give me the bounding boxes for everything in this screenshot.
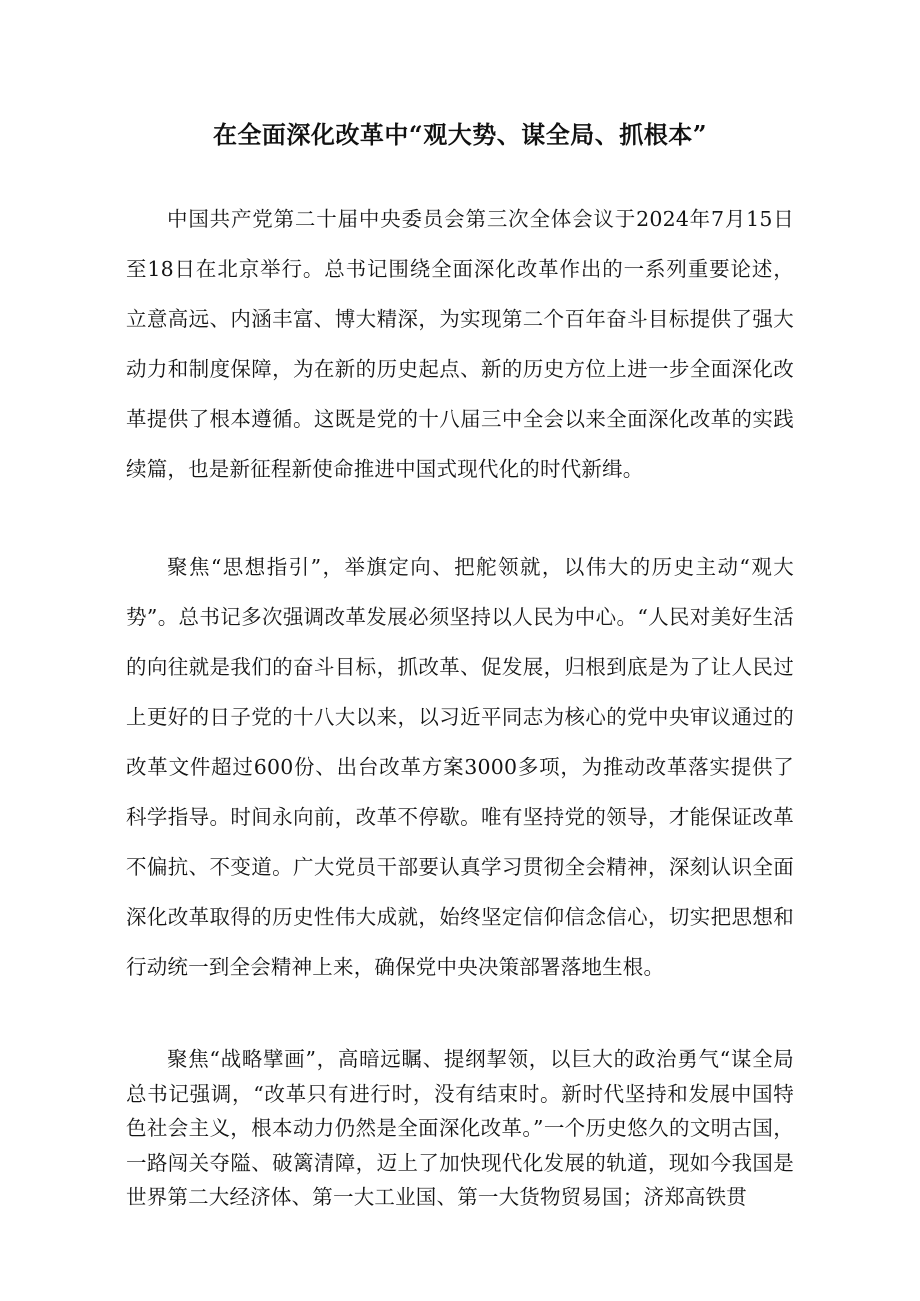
paragraph-spacer-2	[126, 992, 794, 1042]
title-spacer	[126, 150, 794, 194]
page-title: 在全面深化改革中“观大势、谋全局、抓根本”	[212, 120, 708, 149]
paragraph-intro: 中国共产党第二十届中央委员会第三次全体会议于2024年7月15日至18日在北京举行。总书记围绕全面深化改革作出的一系列重要论述，立意高远、内涵丰富、博大精深，为实现第二个百年奋斗目标提供了强大动力和制度保障，为在新的历史起点、新的历史方位上进一步全面深化改革提供了根本遵循。这既是党的十八届三中全会以来全面深化改革的实践续篇，也是新征程新使命推进中国式现代化的时代新缉。	[126, 207, 794, 481]
document-body	[126, 0, 794, 1215]
paragraph-strategic-planning: 聚焦“战略擘画”，高暗远瞩、提纲挈领，以巨大的政治勇气“谋全局总书记强调，“改革只有进行时，没有结束时。新时代坚持和发展中国特色社会主义，根本动力仍然是全面深化改革。”一个历史悠久的文明古国，一路闯关夺隘、破篱清障，迈上了加快现代化发展的轨道，现如今我国是世界第二大经济体、第一大工业国、第一大货物贸易国；济郑高铁贯	[126, 1047, 794, 1209]
paragraph-thought-guidance: 聚焦“思想指引”，举旗定向、把舵领就，以伟大的历史主动“观大势”。总书记多次强调改革发展必须坚持以人民为中心。“人民对美好生活的向往就是我们的奋斗目标，抓改革、促发展，归根到底是为了让人民过上更好的日子党的十八大以来，以习近平同志为核心的党中央审议通过的改革文件超过600份、出台改革方案3000多项，为推动改革落实提供了科学指导。时间永向前，改革不停歇。唯有坚持党的领导，才能保证改革不偏抗、不变道。广大党员干部要认真学习贯彻全会精神，深刻认识全面深化改革取得的历史性伟大成就，始终坚定信仰信念信心，切实把思想和行动统一到全会精神上来，确保党中央决策部署落地生根。	[126, 555, 794, 979]
paragraph-spacer-1	[126, 494, 794, 542]
